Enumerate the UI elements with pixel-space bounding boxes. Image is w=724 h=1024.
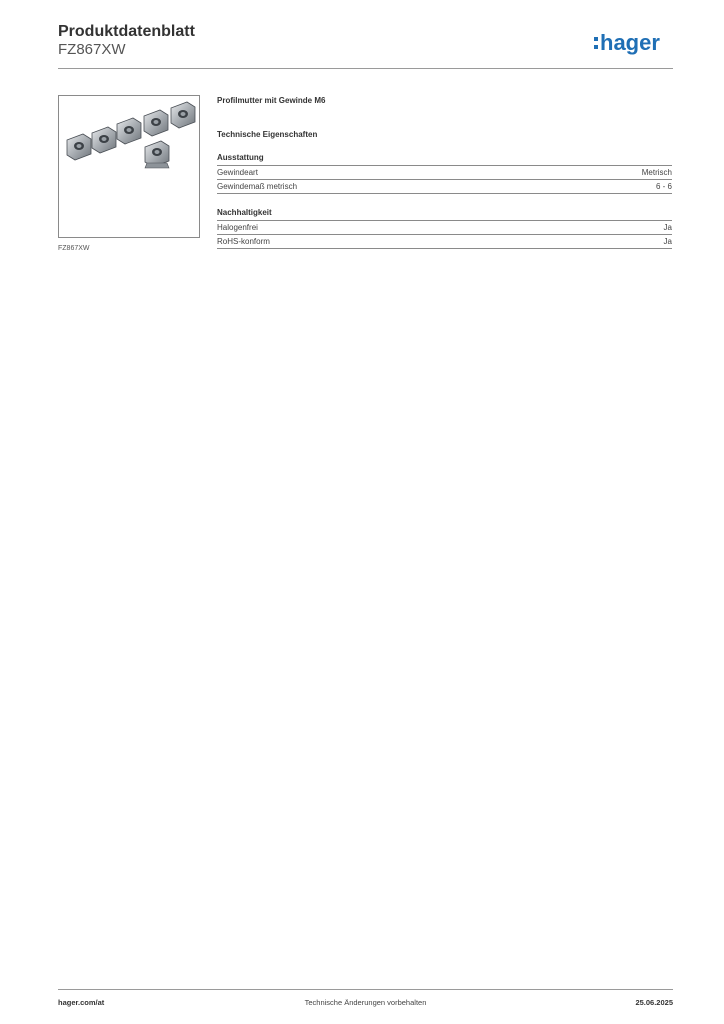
group-ausstattung	[217, 153, 672, 194]
property-value: Ja	[663, 223, 672, 232]
property-value: 6 - 6	[655, 182, 672, 191]
property-row	[217, 180, 672, 194]
property-row	[217, 235, 672, 249]
property-label: Halogenfrei	[217, 223, 258, 232]
product-image-frame	[58, 95, 200, 238]
product-code: FZ867XW	[58, 41, 126, 58]
product-name: Profilmutter mit Gewinde M6	[217, 96, 326, 105]
profile-nut-image	[59, 96, 199, 237]
property-value: Metrisch	[641, 168, 672, 177]
property-row	[217, 166, 672, 180]
page-title: Produktdatenblatt	[58, 23, 195, 40]
product-details	[217, 96, 672, 249]
property-value: Ja	[663, 237, 672, 246]
document-header	[58, 22, 195, 59]
svg-text:hager: hager	[600, 30, 660, 55]
property-label: RoHS-konform	[217, 237, 270, 246]
hager-logo	[592, 28, 674, 58]
footer-date: 25.06.2025	[635, 998, 673, 1007]
property-label: Gewindemaß metrisch	[217, 182, 298, 191]
header-divider	[58, 68, 673, 69]
image-caption: FZ867XW	[58, 245, 90, 252]
property-label: Gewindeart	[217, 168, 258, 177]
footer-website-link[interactable]: hager.com/at	[58, 998, 105, 1007]
group-title: Ausstattung	[217, 153, 672, 166]
group-title: Nachhaltigkeit	[217, 208, 672, 221]
footer-divider	[58, 989, 673, 990]
property-row	[217, 221, 672, 235]
group-nachhaltigkeit	[217, 208, 672, 249]
footer-notice: Technische Änderungen vorbehalten	[304, 998, 427, 1007]
section-title: Technische Eigenschaften	[217, 130, 318, 139]
